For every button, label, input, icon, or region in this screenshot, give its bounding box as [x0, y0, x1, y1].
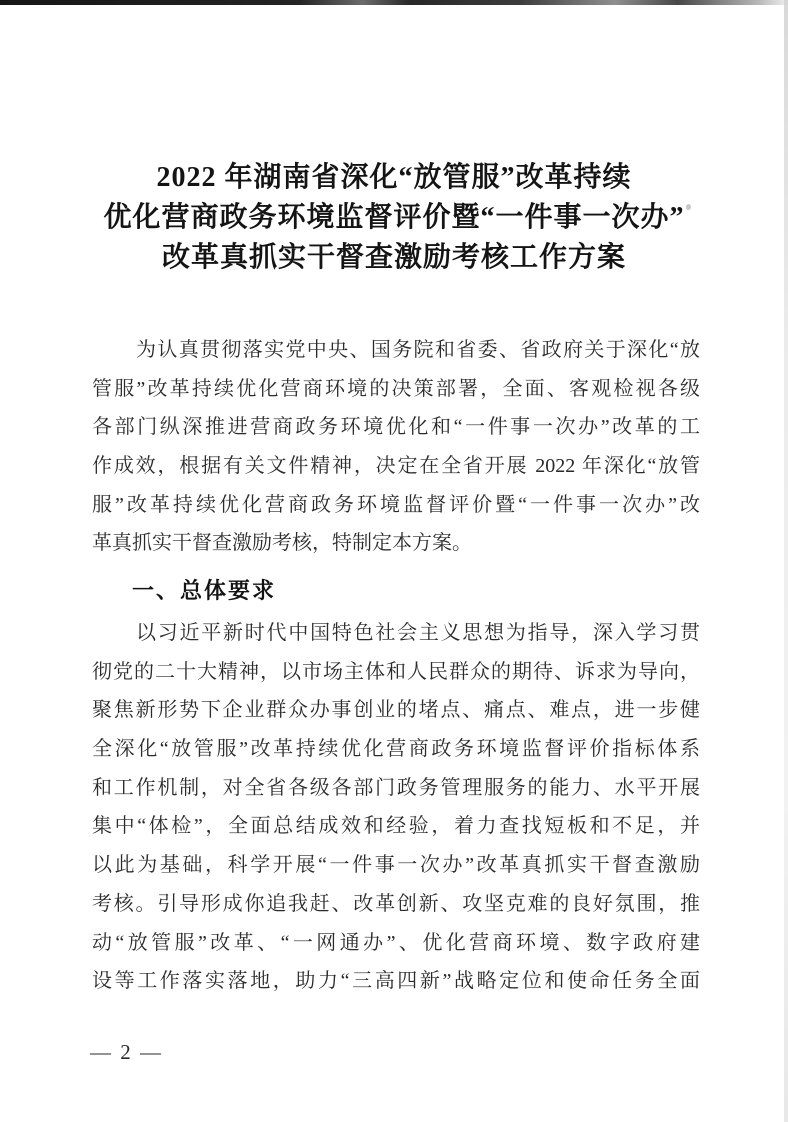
- intro-paragraph: [92, 331, 700, 563]
- paragraph-line: 以习近平新时代中国特色社会主义思想为指导，深入学习贯: [136, 622, 700, 644]
- paragraph-line: 全深化“放管服”改革持续优化营商政务环境监督评价指标体系: [92, 738, 700, 761]
- paragraph-line: 服”改革持续优化营商政务环境监督评价暨“一件事一次办”改: [92, 493, 700, 516]
- paragraph-line: 为认真贯彻落实党中央、国务院和省委、省政府关于深化“放: [136, 339, 700, 361]
- paragraph-line: 和工作机制，对全省各级各部门政务管理服务的能力、水平开展: [92, 776, 700, 799]
- paragraph-line: 彻党的二十大精神，以市场主体和人民群众的期待、诉求为导向，: [92, 660, 700, 683]
- paragraph-line: 考核。引导形成你追我赶、改革创新、攻坚克难的良好氛围，推: [92, 892, 700, 915]
- paragraph-line: 各部门纵深推进营商政务环境优化和“一件事一次办”改革的工: [92, 416, 700, 439]
- title-line: 优化营商政务环境监督评价暨“一件事一次办”: [103, 202, 685, 233]
- paragraph-line: 革真抓实干督查激励考核，特制定本方案。: [92, 532, 472, 555]
- paragraph-line: 聚焦新形势下企业群众办事创业的堵点、痛点、难点，进一步健: [92, 699, 700, 722]
- paragraph-line: 集中“体检”，全面总结成效和经验，着力查找短板和不足，并: [92, 815, 700, 838]
- section-heading-overall-requirements: 一、总体要求: [132, 578, 277, 603]
- paragraph-line: 设等工作落实落地，助力“三高四新”战略定位和使命任务全面: [92, 970, 700, 993]
- scan-edge-artifact-top: [0, 0, 788, 5]
- paragraph-line: 动“放管服”改革、“一网通办”、优化营商环境、数字政府建: [92, 931, 700, 954]
- document-title: [44, 158, 744, 278]
- paragraph-line: 作成效，根据有关文件精神，决定在全省开展 2022 年深化“放管: [92, 455, 700, 478]
- scan-edge-artifact-right: [784, 0, 788, 1122]
- paragraph-line: 以此为基础，科学开展“一件事一次办”改革真抓实干督查激励: [92, 854, 700, 877]
- page-number: — 2 —: [90, 1040, 163, 1064]
- title-line: 改革真抓实干督查激励考核工作方案: [161, 242, 626, 273]
- title-line: 2022 年湖南省深化“放管服”改革持续: [156, 162, 632, 193]
- section1-paragraph: [92, 614, 700, 1001]
- paragraph-line: 管服”改革持续优化营商环境的决策部署，全面、客观检视各级: [92, 377, 700, 400]
